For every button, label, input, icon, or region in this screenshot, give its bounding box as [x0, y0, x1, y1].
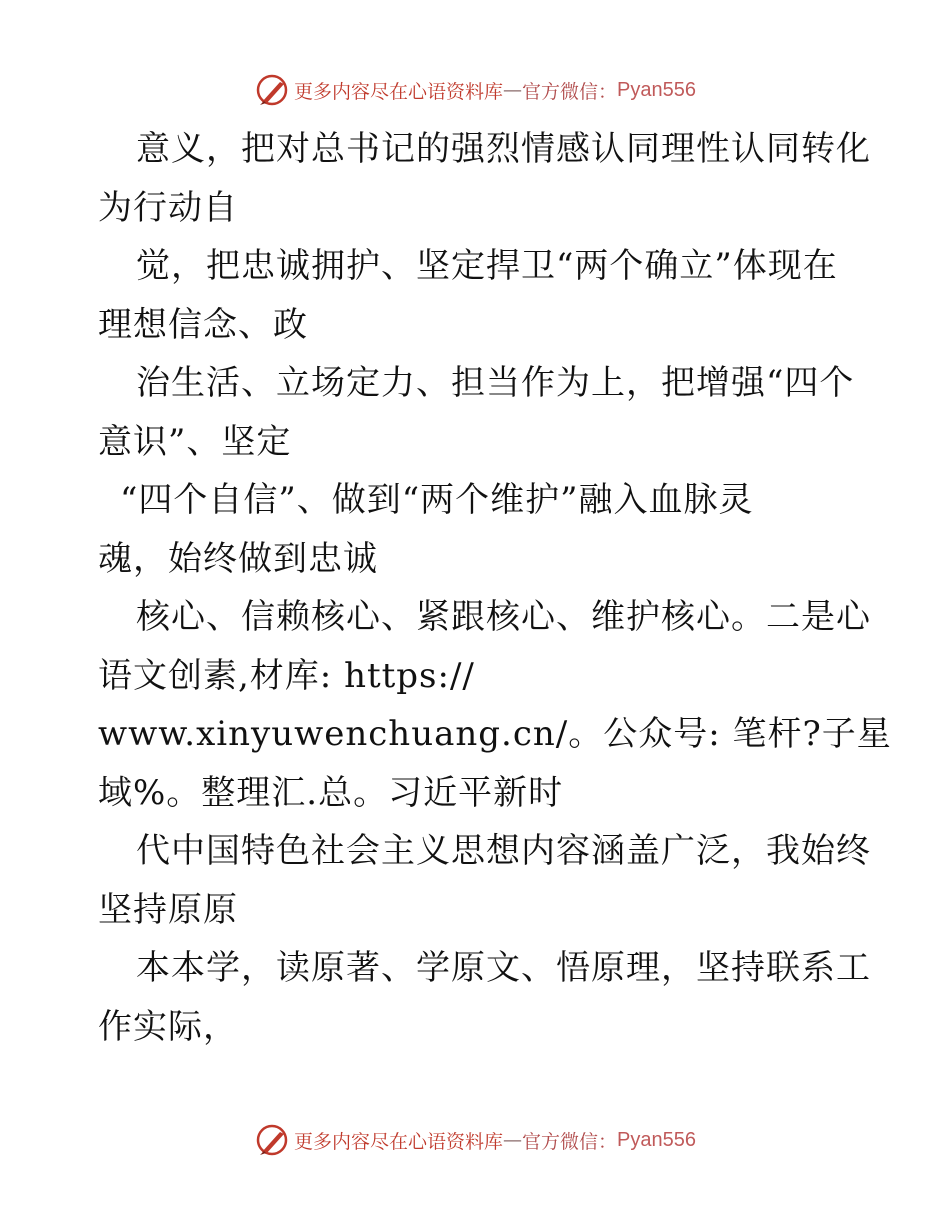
body-line: 代中国特色社会主义思想内容涵盖广泛，我始终: [136, 831, 871, 871]
banner-wechat-id: Pyan556: [617, 1128, 696, 1151]
pen-logo-icon: [254, 72, 290, 108]
body-line: 理想信念、政: [98, 304, 308, 345]
banner-wechat-label: 官方微信：: [522, 80, 618, 103]
body-line: 觉，把忠诚拥护、坚定捍卫“两个确立”体现在: [136, 246, 838, 286]
header-banner: [0, 70, 950, 110]
pen-logo-icon: [254, 1122, 290, 1158]
body-line: 治生活、立场定力、担当作为上，把增强“四个: [136, 363, 855, 403]
banner-title: 更多内容尽在心语资料库: [294, 1130, 504, 1153]
body-line: 坚持原原: [98, 889, 238, 930]
body-line: 域%。整理汇.总。习近平新时: [98, 772, 564, 813]
body-line: 作实际，: [98, 1006, 238, 1047]
document-body: [98, 120, 892, 1056]
body-line: 本本学，读原著、学原文、悟原理，坚持联系工: [136, 948, 871, 988]
body-line: 意义，把对总书记的强烈情感认同理性认同转化: [136, 129, 871, 169]
banner-separator: —: [503, 1129, 523, 1151]
body-line: 为行动自: [98, 187, 238, 228]
banner-separator: —: [503, 79, 523, 101]
body-line: 意识”、坚定: [98, 421, 292, 462]
body-line: www.xinyuwenchuang.cn/。公众号: 笔杆?子星: [98, 714, 892, 754]
body-line: 魂，始终做到忠诚: [98, 538, 378, 579]
banner-wechat-id: Pyan556: [617, 78, 696, 101]
banner-title: 更多内容尽在心语资料库: [294, 80, 504, 103]
body-line: “四个自信”、做到“两个维护”融入血脉灵: [120, 480, 754, 520]
body-line: 核心、信赖核心、紧跟核心、维护核心。二是心: [136, 597, 871, 637]
banner-wechat-label: 官方微信：: [522, 1130, 618, 1153]
footer-banner: [0, 1120, 950, 1160]
body-line: 语文创素,材库: https://: [98, 655, 475, 696]
